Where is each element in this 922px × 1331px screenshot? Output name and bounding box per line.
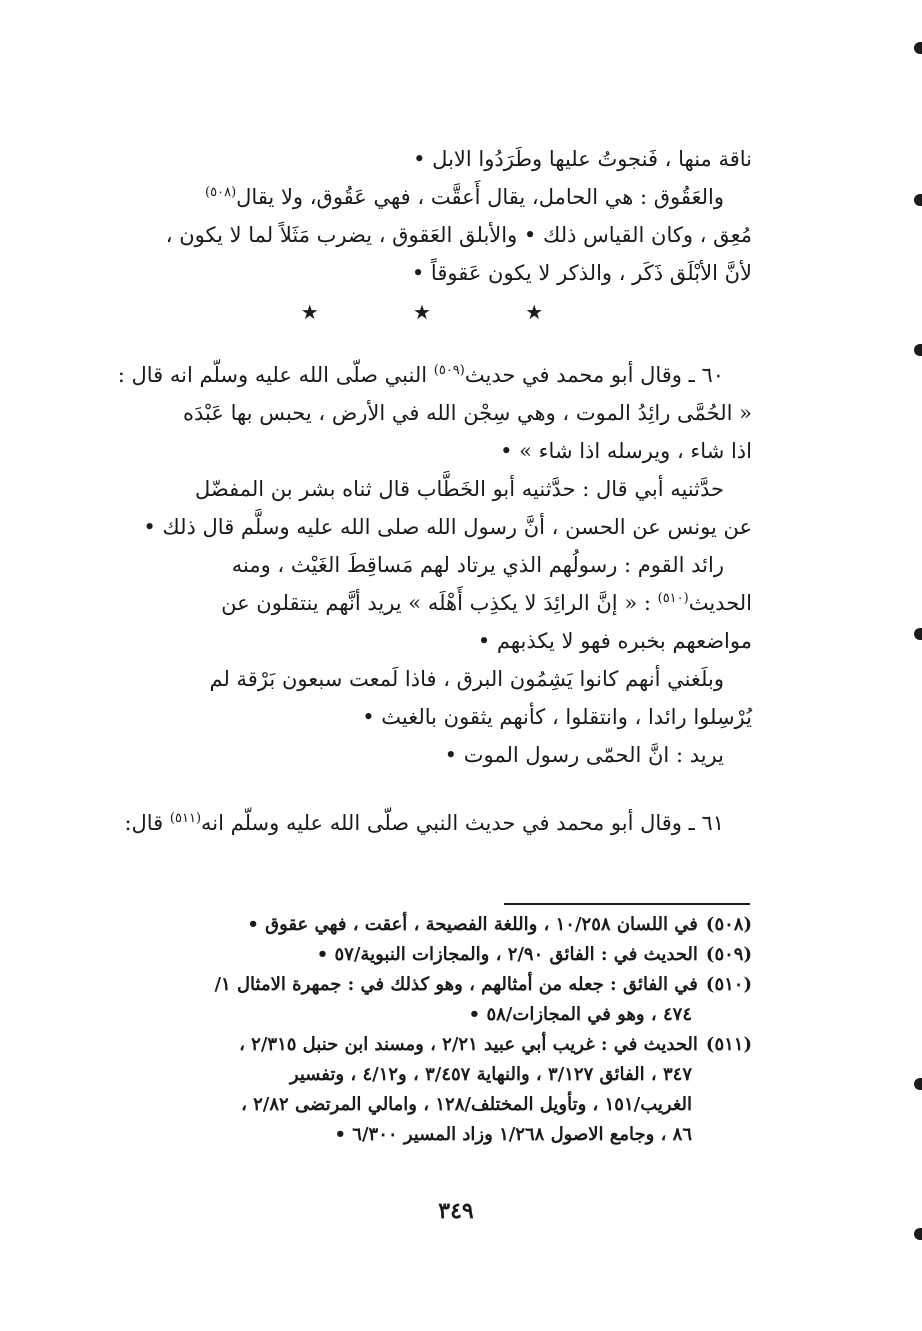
- text-line: « الحُمَّى رائِدُ الموت ، وهي سِجْن الله في الأرض ، يحبس بها عَبْدَه: [183, 401, 752, 425]
- footnote-ref: (٥٠٩): [433, 363, 465, 378]
- footnote-continuation: ٣٤٧ ، الفائق ٣/١٢٧ ، والنهاية ٣/٤٥٧ ، و٤/١٢ ، وتفسير: [289, 1064, 692, 1085]
- text-span: النبي صلّى الله عليه وسلّم انه قال :: [117, 363, 428, 387]
- text-line: يُرْسِلوا رائدا ، وانتقلوا ، كأنهم يثقون بالغيث •: [362, 705, 752, 729]
- text-span: والعَقُوق : هي الحامل، يقال أَعقَّت ، فهي عَقُوق، ولا يقال: [236, 185, 724, 209]
- footnote-509: [92, 940, 752, 970]
- footnote-ref: (٥١٠): [657, 591, 689, 606]
- footnote-508: [92, 910, 752, 940]
- footnote-continuation: الغريب/١٥١ ، وتأويل المختلف/١٢٨ ، وامالي المرتضى ٢/٨٢ ،: [241, 1094, 692, 1115]
- footnote-ref: (٥١١): [169, 811, 202, 826]
- text-line: [96, 584, 752, 622]
- binding-mark: [914, 42, 922, 54]
- footnote-text: الحديث في : غريب أبي عبيد ٢/٢١ ، ومسند ابن حنبل ٢/٣١٥ ،: [239, 1034, 698, 1055]
- binding-mark: [914, 1228, 922, 1240]
- footnote-number: (٥٠٩): [705, 944, 752, 965]
- text-line: يريد : انَّ الحمّى رسول الموت •: [444, 743, 724, 767]
- binding-mark: [914, 1078, 922, 1090]
- page-number: ٣٤٩: [438, 1198, 474, 1224]
- text-line: عن يونس عن الحسن ، أنَّ رسول الله صلى الله عليه وسلَّم قال ذلك •: [143, 515, 752, 539]
- section-divider-stars: ★ ★ ★: [300, 300, 588, 324]
- text-span: : « إنَّ الرائِدَ لا يكذِب أَهْلَه » يريد أنَّهم ينتقلون عن: [221, 591, 651, 615]
- footnote-continuation: ٨٦ ، وجامع الاصول ١/٢٦٨ وزاد المسير ٦/٣٠٠ •: [334, 1124, 692, 1145]
- text-line: وبلَغني أنهم كانوا يَشِمُون البرق ، فاذا لَمعت سبعون بَرْقة لم: [209, 667, 724, 691]
- text-line: [96, 178, 752, 216]
- footnote-number: (٥١١): [705, 1034, 752, 1055]
- text-line: ناقة منها ، فَنجوتُ عليها وطَرَدُوا الابل •: [413, 147, 752, 171]
- footnotes: [92, 910, 752, 1150]
- binding-mark: [914, 194, 922, 206]
- footnote-separator: [504, 903, 750, 905]
- binding-mark: [914, 628, 922, 640]
- text-span: الحديث: [688, 591, 752, 615]
- text-span: ٦١ ـ وقال أبو محمد في حديث النبي صلّى الله عليه وسلّم انه: [201, 811, 724, 835]
- text-line: حدَّثنيه أبي قال : حدَّثنيه أبو الخَطَّاب قال ثناه بشر بن المفضّل: [194, 477, 724, 501]
- text-line: رائد القوم : رسولُهم الذي يرتاد لهم مَساقِطَ الغَيْث ، ومنه: [231, 553, 724, 577]
- text-line: اذا شاء ، ويرسله اذا شاء » •: [500, 439, 752, 463]
- footnote-text: في اللسان ١٠/٢٥٨ ، واللغة الفصيحة ، أعقت ، فهي عقوق •: [247, 914, 698, 935]
- footnote-511: [92, 1030, 752, 1150]
- footnote-number: (٥١٠): [705, 974, 752, 995]
- footnote-text: الحديث في : الفائق ٢/٩٠ ، والمجازات النبوية/٥٧ •: [316, 944, 698, 965]
- footnote-510: [92, 970, 752, 1030]
- footnote-ref: (٥٠٨): [205, 185, 237, 200]
- binding-mark: [914, 344, 922, 356]
- text-line: لأنَّ الأبْلَق ذَكَر ، والذكر لا يكون عَقوقاً •: [411, 261, 752, 285]
- text-line: مُعِق ، وكان القياس ذلك • والأبلق العَقوق ، يضرب مَثَلاً لما لا يكون ،: [165, 223, 752, 247]
- hadith-61-line: [96, 804, 752, 842]
- text-span: ٦٠ ـ وقال أبو محمد في حديث: [464, 363, 724, 387]
- text-span: قال:: [124, 811, 164, 835]
- footnote-continuation: ٤٧٤ ، وهو في المجازات/٥٨ •: [468, 1004, 692, 1025]
- text-line: مواضعهم بخبره فهو لا يكذبهم •: [477, 629, 752, 653]
- main-text: [96, 140, 752, 842]
- footnote-text: في الفائق : جعله من أمثالهم ، وهو كذلك في : جمهرة الامثال ١/: [214, 974, 698, 995]
- footnote-number: (٥٠٨): [705, 914, 752, 935]
- hadith-60-line: [96, 356, 752, 394]
